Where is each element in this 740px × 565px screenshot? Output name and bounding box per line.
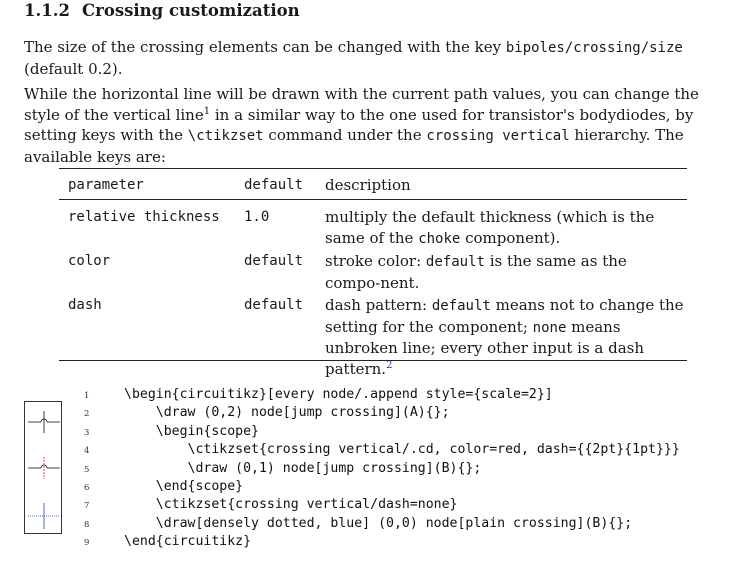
row-desc-dash	[325, 295, 685, 379]
table-top-rule	[59, 168, 687, 169]
desc-text: multiply the default thickness (which is the same of the	[325, 208, 655, 247]
table-bottom-rule	[59, 360, 687, 361]
row-default-dash: default	[244, 297, 304, 313]
row-desc-color	[325, 251, 685, 293]
section-heading	[24, 1, 300, 20]
code-line-number: 2	[84, 409, 90, 419]
section-number: 1.1.2	[24, 1, 70, 20]
code-line: \ctikzset{crossing vertical/.cd, color=red, dash={{2pt}{1pt}}}	[124, 442, 680, 457]
header-description: description	[325, 176, 411, 194]
jump-crossing-b	[28, 457, 60, 479]
row-default-color: default	[244, 253, 304, 269]
row-desc-relative-thickness	[325, 207, 685, 249]
table-header-rule	[59, 199, 687, 200]
para2-text-d: hierarchy. The available keys are:	[24, 126, 684, 166]
desc-text: dash pattern:	[325, 296, 432, 314]
code-line-number: 6	[84, 483, 90, 493]
none-code: none	[532, 319, 567, 336]
code-line-number: 7	[84, 501, 90, 511]
para2-text-b: in a similar way to the one used for transistor's bodydiodes, by setting keys with the	[24, 105, 694, 144]
code-line: \draw (0,2) node[jump crossing](A){};	[124, 405, 450, 420]
jump-crossing-a	[28, 411, 60, 433]
code-line-number: 1	[84, 391, 90, 401]
example-output-box	[24, 401, 62, 534]
desc-text-mid: means not to change the setting for the component;	[325, 296, 684, 336]
desc-text: stroke color:	[325, 252, 426, 270]
size-key-code: bipoles/crossing/size	[505, 40, 683, 56]
code-line: \draw (0,1) node[jump crossing](B){};	[124, 461, 482, 476]
code-line-number: 8	[84, 520, 90, 530]
default-code: default	[431, 298, 491, 314]
row-param-relative-thickness: relative thickness	[68, 209, 220, 225]
header-parameter: parameter	[68, 177, 144, 193]
code-line-number: 9	[84, 538, 90, 548]
code-line: \end{scope}	[124, 479, 244, 494]
para2-text-c: command under the	[263, 126, 427, 144]
code-line: \draw[densely dotted, blue] (0,0) node[plain crossing](B){};	[124, 516, 633, 531]
plain-crossing	[28, 503, 60, 529]
code-line-number: 3	[84, 428, 90, 438]
para1-text-end: (default 0.2).	[24, 59, 123, 78]
code-line: \begin{scope}	[124, 424, 259, 439]
para2-text: While the horizontal line will be drawn with the current path values, you can change the style of the vertical line	[24, 85, 699, 124]
code-line: \end{circuitikz}	[124, 534, 252, 549]
para1-text: The size of the crossing elements can be changed with the key	[24, 38, 506, 56]
code-line-number: 5	[84, 465, 90, 475]
ctikzset-code: \ctikzset	[187, 128, 264, 144]
row-default-relative-thickness: 1.0	[244, 209, 270, 225]
code-line: \ctikzset{crossing vertical/dash=none}	[124, 497, 458, 512]
paragraph-size	[24, 37, 728, 79]
choke-code: choke	[418, 230, 461, 247]
desc-text-end: is the same as the compo-nent.	[325, 252, 627, 292]
code-line: \begin{circuitikz}[every node/.append style={scale=2}]	[124, 387, 553, 402]
header-default: default	[244, 177, 304, 193]
paragraph-style	[24, 84, 728, 167]
row-param-color: color	[68, 253, 111, 269]
crossings-drawing	[25, 402, 63, 535]
row-param-dash: dash	[68, 297, 102, 313]
default-code: default	[425, 254, 485, 270]
desc-text-end: component).	[460, 228, 561, 247]
hierarchy-code: crossing vertical	[426, 128, 570, 144]
footnote-ref-1[interactable]: 1	[203, 105, 211, 117]
section-title: Crossing customization	[82, 1, 300, 20]
footnote-ref-2[interactable]: 2	[386, 359, 393, 371]
desc-text-end: means unbroken line; every other input is a dash pattern.	[325, 317, 645, 378]
code-line-number: 4	[84, 446, 90, 456]
